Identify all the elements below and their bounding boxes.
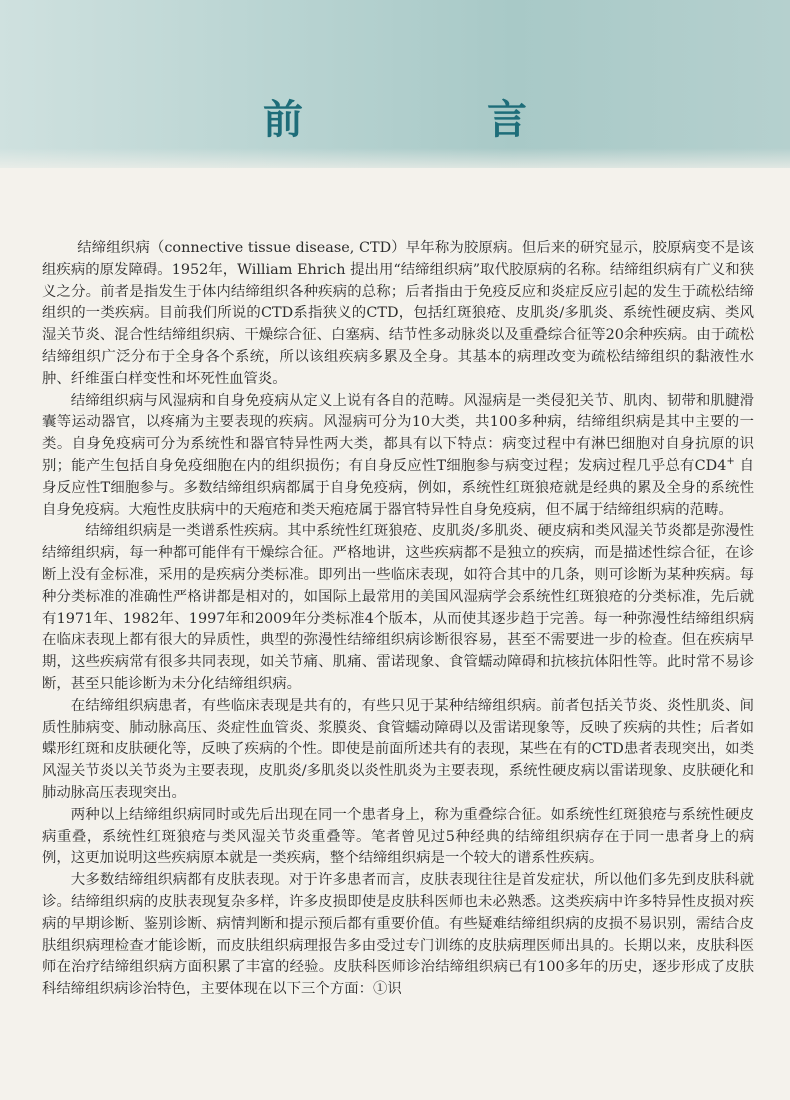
body-text [42, 238, 754, 1001]
page-title: 前 言 [263, 97, 599, 143]
paragraph-2-text-a: 结缔组织病与风湿病和自身免疫病从定义上说有各自的范畴。风湿病是一类侵犯关节、肌肉、韧带和肌腱滑囊等运动器官，以疼痛为主要表现的疾病。风湿病可分为10大类，共100多种病，结缔组织病是其中主要的一类。自身免疫病可分为系统性和器官特异性两大类，都具有以下特点：病变过程中有淋巴细胞对自身抗原的识别；能产生包括自身免疫细胞在内的组织损伤；有自身反应性T细胞参与病变过程；发病过程几乎总有CD4 [42, 392, 754, 474]
paragraph-2 [42, 391, 754, 522]
superscript-plus: + [726, 456, 735, 468]
paragraph-6: 大多数结缔组织病都有皮肤表现。对于许多患者而言，皮肤表现往往是首发症状，所以他们多先到皮肤科就诊。结缔组织病的皮肤表现复杂多样，许多皮损即使是皮肤科医师也未必熟悉。这类疾病中许多特异性皮损对疾病的早期诊断、鉴别诊断、病情判断和提示预后都有重要价值。有些疑难结缔组织病的皮损不易识别，需结合皮肤组织病理检查才能诊断，而皮肤组织病理报告多由受过专门训练的皮肤病理医师出具的。长期以来，皮肤科医师在治疗结缔组织病方面积累了丰富的经验。皮肤科医师诊治结缔组织病已有100多年的历史，逐步形成了皮肤科结缔组织病诊治特色，主要体现在以下三个方面：①识 [42, 872, 754, 998]
paragraph-5: 两种以上结缔组织病同时或先后出现在同一个患者身上，称为重叠综合征。如系统性红斑狼疮与系统性硬皮病重叠，系统性红斑狼疮与类风湿关节炎重叠等。笔者曾见过5种经典的结缔组织病存在于同一患者身上的病例，这更加说明这些疾病原本就是一类疾病，整个结缔组织病是一个较大的谱系性疾病。 [42, 806, 754, 867]
paragraph-1: 结缔组织病（connective tissue disease, CTD）早年称为胶原病。但后来的研究显示，胶原病变不是该组疾病的原发障碍。1952年，William Ehrich 提出用“结缔组织病”取代胶原病的名称。结缔组织病有广义和狭义之分。前者是指发生于体内结缔组织各种疾病的总称；后者指由于免疫反应和炎症反应引起的发生于疏松结缔组织的一类疾病。目前我们所说的CTD系指狭义的CTD，包括红斑狼疮、皮肌炎/多肌炎、系统性硬皮病、类风湿关节炎、混合性结缔组织病、干燥综合征、白塞病、结节性多动脉炎以及重叠综合征等20余种疾病。由于疏松结缔组织广泛分布于全身各个系统，所以该组疾病多累及全身。其基本的病理改变为疏松结缔组织的黏液性水肿、纤维蛋白样变性和坏死性血管炎。 [42, 240, 754, 387]
paragraph-3: 结缔组织病是一类谱系性疾病。其中系统性红斑狼疮、皮肌炎/多肌炎、硬皮病和类风湿关节炎都是弥漫性结缔组织病，每一种都可能伴有干燥综合征。严格地讲，这些疾病都不是独立的疾病，而是描述性综合征，在诊断上没有金标准，采用的是疾病分类标准。即列出一些临床表现，如符合其中的几条，则可诊断为某种疾病。每种分类标准的准确性严格讲都是相对的，如国际上最常用的美国风湿病学会系统性红斑狼疮的分类标准，先后就有1971年、1982年、1997年和2009年分类标准4个版本，从而使其逐步趋于完善。每一种弥漫性结缔组织病在临床表现上都有很大的异质性，典型的弥漫性结缔组织病诊断很容易，甚至不需要进一步的检查。但在疾病早期，这些疾病常有很多共同表现，如关节痛、肌痛、雷诺现象、食管蠕动障碍和抗核抗体阳性等。此时常不易诊断，甚至只能诊断为未分化结缔组织病。 [42, 523, 754, 692]
paragraph-4: 在结缔组织病患者，有些临床表现是共有的，有些只见于某种结缔组织病。前者包括关节炎、炎性肌炎、间质性肺病变、肺动脉高压、炎症性血管炎、浆膜炎、食管蠕动障碍以及雷诺现象等，反映了疾病的共性；后者如蝶形红斑和皮肤硬化等，反映了疾病的个性。即使是前面所述共有的表现，某些在有的CTD患者表现突出，如类风湿关节炎以关节炎为主要表现，皮肌炎/多肌炎以炎性肌炎为主要表现，系统性硬皮病以雷诺现象、皮肤硬化和肺动脉高压表现突出。 [42, 697, 754, 801]
header-band [0, 0, 790, 168]
paragraph-2-text-b: 自身反应性T细胞参与。多数结缔组织病都属于自身免疫病，例如，系统性红斑狼疮就是经典的累及全身的系统性自身免疫病。大疱性皮肤病中的天疱疮和类天疱疮属于器官特异性自身免疫病，但不属于结缔组织病的范畴。 [42, 457, 754, 518]
